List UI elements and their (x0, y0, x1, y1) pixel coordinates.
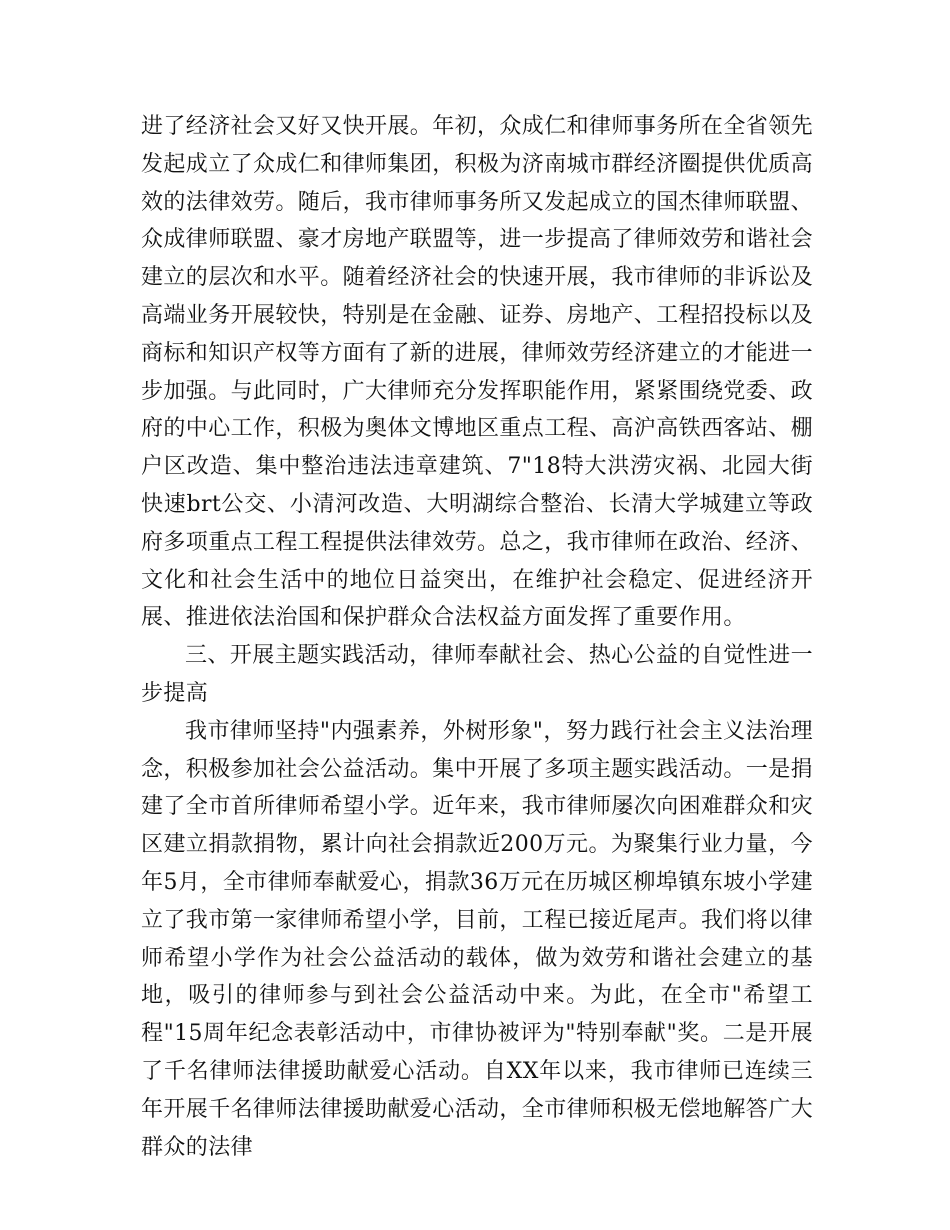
section-heading-three: 三、开展主题实践活动，律师奉献社会、热心公益的自觉性进一步提高 (141, 643, 813, 706)
document-body (141, 108, 813, 1166)
paragraph-public-welfare: 我市律师坚持"内强素养，外树形象"，努力践行社会主义法治理念，积极参加社会公益活动。集中开展了多项主题实践活动。一是捐建了全市首所律师希望小学。近年来，我市律师屡次向困难群众和灾区建立捐款捐物，累计向社会捐款近200万元。为聚集行业力量，今年5月，全市律师奉献爱心，捐款36万元在历城区柳埠镇东坡小学建立了我市第一家律师希望小学，目前，工程已接近尾声。我们将以律师希望小学作为社会公益活动的载体，做为效劳和谐社会建立的基地，吸引的律师参与到社会公益活动中来。为此，在全市"希望工程"15周年纪念表彰活动中，市律协被评为"特别奉献"奖。二是开展了千名律师法律援助献爱心活动。自XX年以来，我市律师已连续三年开展千名律师法律援助献爱心活动，全市律师积极无偿地解答广大群众的法律 (141, 718, 814, 1160)
paragraph-legal-services-economy: 进了经济社会又好又快开展。年初，众成仁和律师事务所在全省领先发起成立了众成仁和律师集团，积极为济南城市群经济圈提供优质高效的法律效劳。随后，我市律师事务所又发起成立的国杰律师联盟、众成律师联盟、豪才房地产联盟等，进一步提高了律师效劳和谐社会建立的层次和水平。随着经济社会的快速开展，我市律师的非诉讼及高端业务开展较快，特别是在金融、证券、房地产、工程招投标以及商标和知识产权等方面有了新的进展，律师效劳经济建立的才能进一步加强。与此同时，广大律师充分发挥职能作用，紧紧围绕党委、政府的中心工作，积极为奥体文博地区重点工程、高沪高铁西客站、棚户区改造、集中整治违法违章建筑、7"18特大洪涝灾祸、北园大街快速brt公交、小清河改造、大明湖综合整治、长清大学城建立等政府多项重点工程工程提供法律效劳。总之，我市律师在政治、经济、文化和社会生活中的地位日益突出，在维护社会稳定、促进经济开展、推进依法治国和保护群众合法权益方面发挥了重要作用。 (141, 114, 814, 631)
